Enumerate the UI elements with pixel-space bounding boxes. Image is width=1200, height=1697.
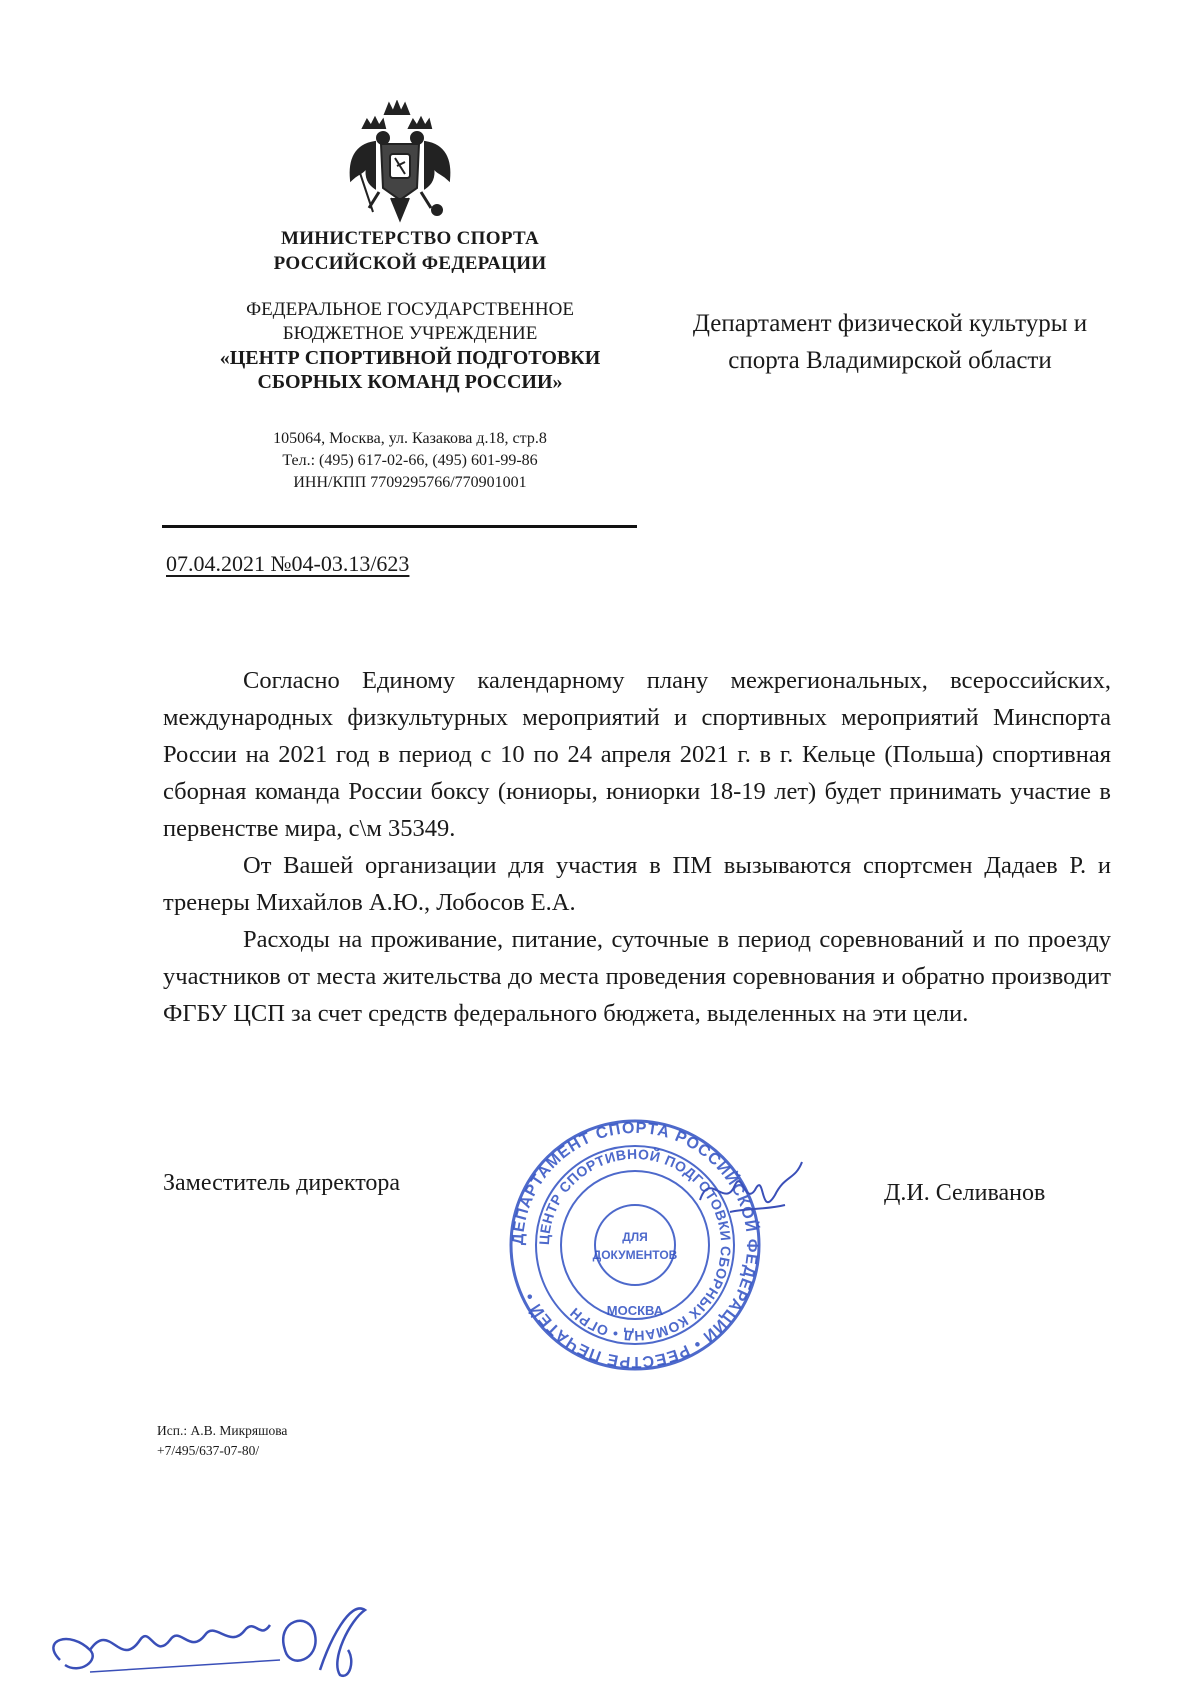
signatory-title: Заместитель директора (163, 1170, 401, 1196)
executor-name: Исп.: А.В. Микряшова (157, 1423, 288, 1438)
recipient (650, 305, 1130, 379)
signatory-name: Д.И. Селиванов (884, 1180, 1046, 1206)
body-paragraph-1: Согласно Единому календарному плану межрегиональных, всероссийских, международных физкультурных мероприятий и спортивных мероприятий Минспорта России на 2021 год в период с 10 по 24 апреля 2021 г. в г. Кельце (Польша) спортивная сборная команда России боксу (юниоры, юниорки 18-19 лет) будет принимать участие в первенстве мира, с\м 35349. (163, 667, 1111, 842)
ministry-line-2: РОССИЙСКОЙ ФЕДЕРАЦИИ (273, 253, 547, 274)
institution-line-2: БЮДЖЕТНОЕ УЧРЕЖДЕНИЕ (282, 323, 538, 344)
sender-address (200, 428, 620, 494)
recipient-line-2: спорта Владимирской области (728, 347, 1052, 374)
handwritten-signature (690, 1150, 810, 1230)
ministry-line-1: МИНИСТЕРСТВО СПОРТА (280, 228, 540, 249)
bottom-signature (30, 1580, 370, 1690)
stamp-center-line-1: ДЛЯ (622, 1230, 648, 1244)
body-paragraph-3: Расходы на проживание, питание, суточные в период соревнований и по проезду участников от места жительства до места проведения соревнования и обратно производит ФГБУ ЦСП за счет средств федерального бюджета, выделенных на эти цели. (163, 926, 1111, 1027)
header-divider (162, 525, 637, 528)
stamp-outer-text: ДЕПАРТАМЕНТ СПОРТА РОССИЙСКОЙ ФЕДЕРАЦИИ • РЕЕСТРЕ ПЕЧАТЕЙ • (509, 1119, 761, 1371)
institution-line-3: «ЦЕНТР СПОРТИВНОЙ ПОДГОТОВКИ (219, 347, 601, 369)
institution-line-4: СБОРНЫХ КОМАНД РОССИИ» (257, 371, 563, 393)
letter-body (163, 662, 1111, 1032)
recipient-line-1: Департамент физической культуры и (692, 310, 1088, 337)
address-line: 105064, Москва, ул. Казакова д.18, стр.8 (273, 430, 547, 447)
executor-phone: +7/495/637-07-80/ (157, 1443, 260, 1458)
document-reference: 07.04.2021 №04-03.13/623 (166, 551, 410, 576)
stamp-bottom-text: МОСКВА (606, 1303, 664, 1318)
stamp-inner-text: ЦЕНТР СПОРТИВНОЙ ПОДГОТОВКИ СБОРНЫХ КОМАНД • ОГРН (535, 1145, 735, 1345)
stamp-center-line-2: ДОКУМЕНТОВ (592, 1248, 678, 1262)
ministry-title (160, 226, 660, 276)
body-paragraph-2: От Вашей организации для участия в ПМ вызываются спортсмен Дадаев Р. и тренеры Михайлов А.Ю., Лобосов Е.А. (163, 852, 1111, 916)
coat-of-arms-icon (345, 100, 455, 225)
institution-title (160, 298, 660, 394)
inn-line: ИНН/КПП 7709295766/770901001 (293, 474, 527, 491)
phone-line: Тел.: (495) 617-02-66, (495) 601-99-86 (282, 452, 538, 469)
executor-info (157, 1421, 287, 1461)
institution-line-1: ФЕДЕРАЛЬНОЕ ГОСУДАРСТВЕННОЕ (246, 299, 574, 320)
